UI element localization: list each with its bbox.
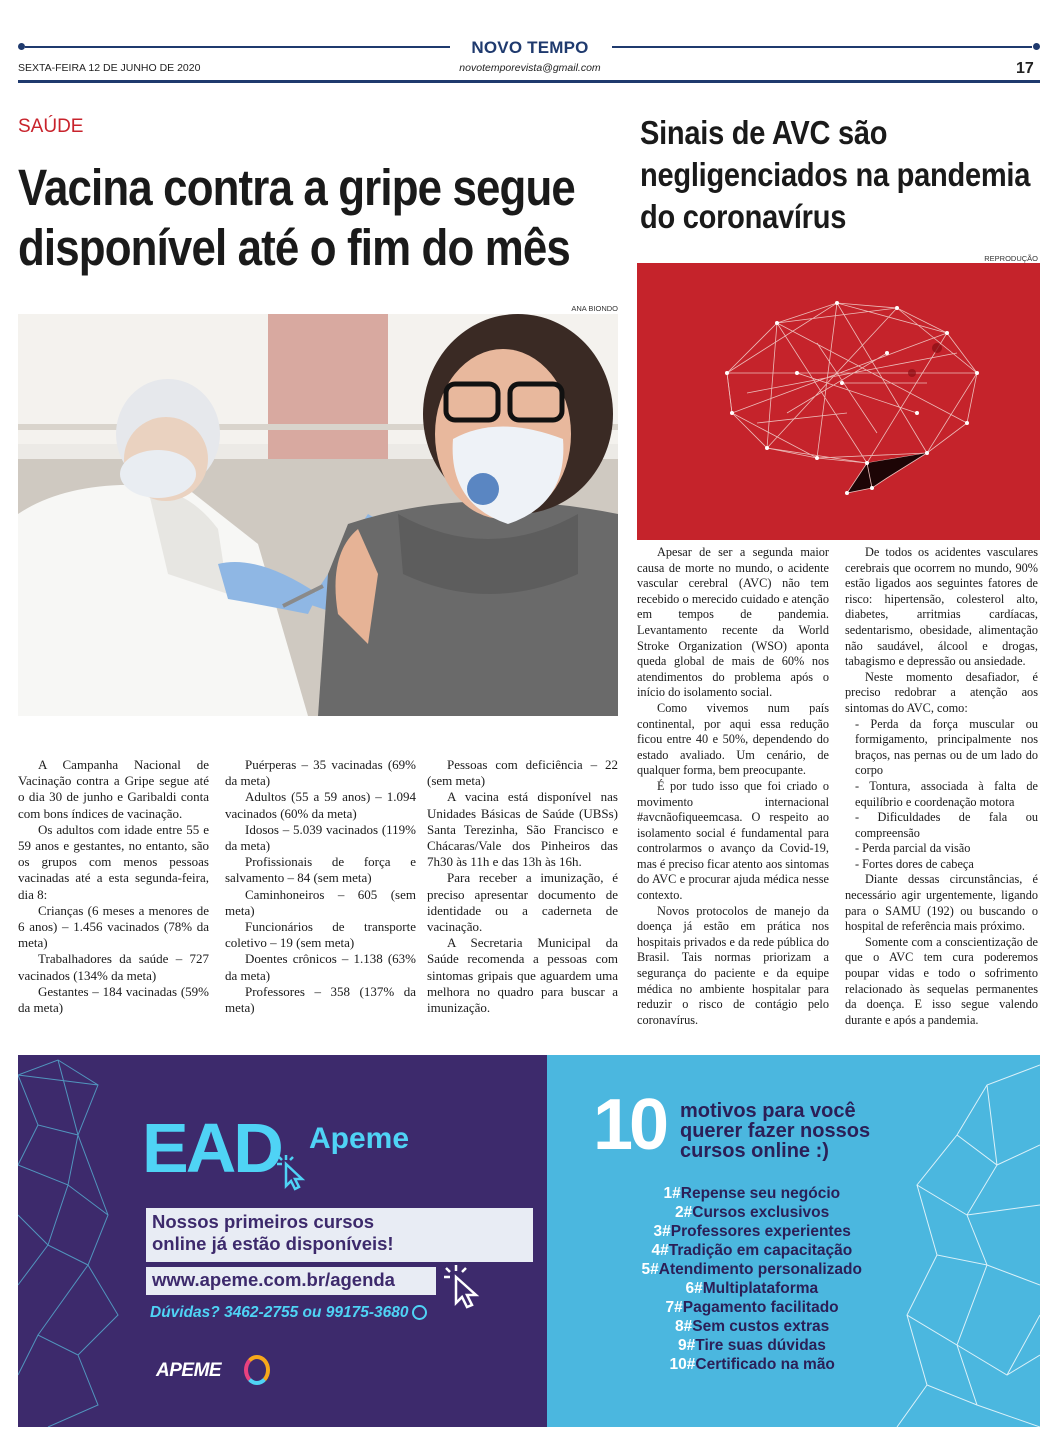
reason-text: Sem custos extras (692, 1318, 830, 1335)
header-rule-right (612, 46, 1032, 48)
paragraph: Somente com a conscientização de que o AVC tem cura poderemos poupar vidas e todo o sofrimento relacionado às sequelas permanentes da doença. E isso segue valendo durante e após a pandemia. (845, 934, 1038, 1027)
section-label: SAÚDE (18, 116, 84, 137)
paragraph: A vacina está disponível nas Unidades Básicas de Saúde (UBSs) Santa Terezinha, São Francisco e Chácaras/Vale dos Pinheiros das 7h30 às 11h e das 13h às 16h. (427, 789, 618, 870)
paragraph: Pessoas com deficiência – 22 (sem meta) (427, 757, 618, 789)
paragraph: A Campanha Nacional de Vacinação contra a Gripe segue até o dia 30 de junho e Garibaldi conta com bons índices de vacinação. (18, 757, 209, 821)
paragraph: Apesar de ser a segunda maior causa de morte no mundo, o acidente vascular cerebral (AVC) não tem recebido o merecido cuidado e atenção em tempos de pandemia. Levantamento recente da World Stroke Organization (WSO) aponta queda global de mais de 60% nos atendimentos do problema após o início do isolamento social. (637, 545, 829, 700)
reason-text: Pagamento facilitado (682, 1299, 839, 1316)
stroke-col-2 (845, 545, 1038, 1028)
paragraph: Crianças (6 meses a menores de 6 anos) – 1.456 vacinados (78% da meta) (18, 902, 209, 951)
paragraph: Gestantes – 184 vacinadas (59% da meta) (18, 983, 209, 1016)
reason-text: Tradição em capacitação (668, 1242, 853, 1259)
anniversary-25-icon (244, 1355, 270, 1385)
vaccination-photo (18, 314, 618, 716)
paragraph: Adultos (55 a 59 anos) – 1.094 vacinados (60% da meta) (225, 789, 416, 821)
header-dot-left (18, 43, 25, 50)
reason-number: 9# (678, 1337, 696, 1354)
header-dot-right (1033, 43, 1040, 50)
reason-text: Cursos exclusivos (692, 1204, 830, 1221)
symptom-item: - Fortes dores de cabeça (855, 856, 974, 871)
photo-credit-stroke: REPRODUÇÃO (984, 254, 1038, 263)
contact-phones: Dúvidas? 3462-2755 ou 99175-3680 (150, 1304, 409, 1321)
header-rule-left (25, 46, 450, 48)
apeme-logo-text: Apeme (309, 1122, 410, 1155)
reason-text: Certificado na mão (695, 1356, 835, 1373)
page-number: 17 (1016, 60, 1034, 77)
photo-credit-vaccine: ANA BIONDO (571, 304, 618, 313)
pointer-click-icon (438, 1261, 486, 1311)
brain-network-photo (637, 263, 1040, 540)
website-url[interactable]: www.apeme.com.br/agenda (146, 1267, 436, 1295)
ad-panel-left (18, 1055, 547, 1427)
reason-item (670, 1356, 835, 1374)
paragraph: Funcionários de transporte coletivo – 19 (sem meta) (225, 919, 416, 951)
reason-text: Tire suas dúvidas (695, 1337, 826, 1354)
paragraph: Novos protocolos de manejo da doença já estão em prática nos hospitais privados e da rede pública do Brasil. Tais normas priorizam a segurança do paciente e da equipe médica no ambiente hospitalar para reduzir o risco de contágio pelo coronavírus. (637, 903, 829, 1027)
paragraph: Doentes crônicos – 1.138 (63% da meta) (225, 951, 416, 983)
paragraph: Neste momento desafiador, é preciso redobrar a atenção aos sintomas do AVC, como: (845, 669, 1038, 715)
paragraph: É por tudo isso que foi criado o movimento internacional #avcnãofiqueemcasa. O respeito ao isolamento social é fundamental para controlarmos o avanço da Covid-19, mas é preciso ficar atento aos sintomas do AVC e procurar ajuda médica nesse contexto. (637, 778, 829, 903)
paragraph: Para receber a imunização, é preciso apresentar documento de identidade ou a caderneta de vacinação. (427, 870, 618, 935)
reason-item (654, 1223, 851, 1241)
paragraph: Idosos – 5.039 vacinados (119% da meta) (225, 821, 416, 854)
reason-item (678, 1337, 826, 1355)
stroke-headline: Sinais de AVC são negligenciados na pandemia do coronavírus (640, 114, 1031, 235)
banner-line-1: Nossos primeiros cursos (152, 1211, 375, 1232)
courses-banner (146, 1208, 533, 1262)
reason-number: 7# (665, 1299, 683, 1316)
stroke-col-1 (637, 545, 829, 1028)
reason-text: Multiplataforma (702, 1280, 819, 1297)
cursor-click-icon (272, 1152, 312, 1192)
reason-number: 6# (685, 1280, 703, 1297)
headline-line-1: Vacina contra a gripe segue (18, 159, 575, 216)
reason-item (652, 1242, 853, 1260)
vaccine-col-2 (225, 757, 416, 1016)
motivos-line-1: motivos para você (680, 1100, 856, 1122)
ad-panel-right (547, 1055, 1040, 1427)
reason-number: 3# (653, 1223, 671, 1240)
motivos-line-2: querer fazer nossos (680, 1120, 871, 1142)
paragraph: Trabalhadores da saúde – 727 vacinados (134% da meta) (18, 951, 209, 983)
vaccine-col-3 (427, 757, 618, 1016)
reason-text: Repense seu negócio (680, 1185, 841, 1202)
reason-number: 5# (641, 1261, 659, 1278)
paragraph: Puérperas – 35 vacinadas (69% da meta) (225, 757, 416, 789)
headline-line-2: disponível até o fim do mês (18, 219, 570, 276)
reason-item (675, 1318, 829, 1336)
reason-item (642, 1261, 863, 1279)
paragraph: De todos os acidentes vasculares cerebrais que ocorrem no mundo, 90% estão ligados aos seguintes fatores de risco: hipertensão, colesterol alto, diabetes, arritmias cardíacas, sedentarismo, obesidade, alimentação não saudável, álcool e drogas, tabagismo e depressão ou ansiedade. (845, 545, 1038, 669)
paragraph: Como vivemos num país continental, por aqui essa redução ficou entre 40 e 50%, dependendo do estado avaliado. Um cenário, de qualquer forma, bem preocupante. (637, 700, 829, 778)
contact-email: novotemporevista@gmail.com (459, 62, 601, 74)
symptom-item: - Dificuldades de fala ou compreensão (855, 810, 1038, 840)
whatsapp-icon (412, 1305, 427, 1320)
newspaper-title: NOVO TEMPO (471, 38, 589, 57)
motivos-line-3: cursos online :) (680, 1140, 829, 1162)
banner-line-2: online já estão disponíveis! (152, 1233, 394, 1254)
big-number-ten: 10 (593, 1085, 666, 1165)
reason-item (675, 1204, 829, 1222)
symptom-item: - Tontura, associada à falta de equilíbrio e coordenação motora (855, 778, 1038, 809)
vaccine-headline (18, 158, 575, 278)
reason-number: 2# (675, 1204, 693, 1221)
reason-number: 4# (651, 1242, 669, 1259)
reason-item (666, 1299, 839, 1317)
reason-item (686, 1280, 819, 1298)
paragraph: Os adultos com idade entre 55 e 59 anos e gestantes, no entanto, são os grupos com menos pessoas vacinadas até a esta segunda-feira, dia 8: (18, 821, 209, 902)
header-rule (18, 80, 1040, 83)
vaccine-col-1 (18, 757, 209, 1016)
symptom-item: - Perda da força muscular ou formigamento, principalmente nos braços, nas pernas ou de um lado do corpo (855, 716, 1038, 778)
ead-logo: EAD (142, 1109, 281, 1187)
issue-date: SEXTA-FEIRA 12 DE JUNHO DE 2020 (18, 62, 201, 74)
reason-item (664, 1185, 841, 1203)
paragraph: A Secretaria Municipal da Saúde recomenda a pessoas com sintomas gripais que aguardem uma melhora no quadro para buscar a imunização. (427, 935, 618, 1016)
paragraph: Professores – 358 (137% da meta) (225, 983, 416, 1016)
reason-number: 10# (669, 1356, 696, 1373)
reason-number: 1# (663, 1185, 681, 1202)
reason-text: Atendimento personalizado (658, 1261, 862, 1278)
paragraph: Caminhoneiros – 605 (sem meta) (225, 886, 416, 918)
symptom-item: - Perda parcial da visão (855, 841, 971, 856)
motivos-title (680, 1101, 870, 1161)
paragraph: Profissionais de força e salvamento – 84 (sem meta) (225, 854, 416, 886)
apeme-brand: APEME (156, 1360, 222, 1381)
reason-text: Professores experientes (670, 1223, 851, 1240)
paragraph: Diante dessas circunstâncias, é necessário agir urgentemente, ligando para o SAMU (192) ou buscando o hospital de referência mais próximo. (845, 872, 1038, 934)
reason-number: 8# (675, 1318, 693, 1335)
